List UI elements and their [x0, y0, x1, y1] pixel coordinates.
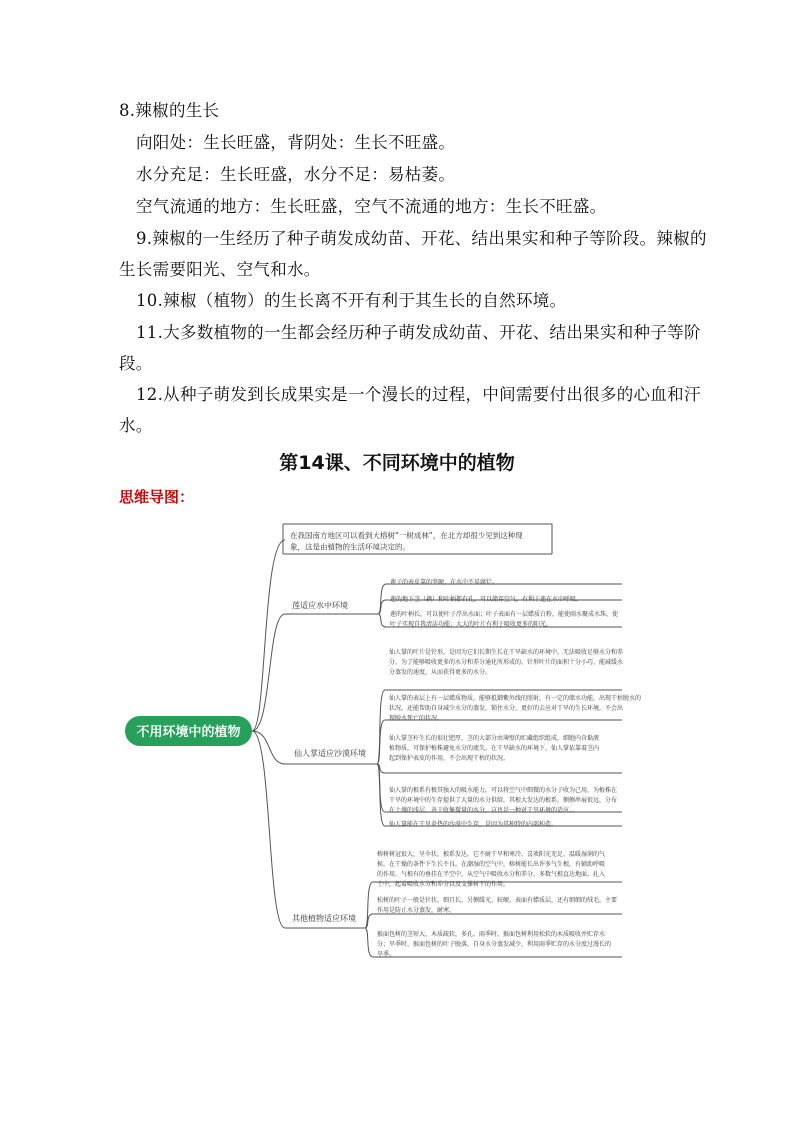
- mindmap-note-text: 仙人掌的叶片是针形，是因为它们长期生长在干旱缺水的环境中，无法吸收足够水分和养: [389, 649, 624, 656]
- mindmap-note-text: 叶子实现自我清洁功能；大大的叶片有利于吸收更多的阳光。: [390, 621, 553, 628]
- mindmap-note-text: 起到保护表皮的作用，不会出现干枯的状况。: [389, 755, 510, 762]
- text-line-7: 11.大多数植物的一生都会经历种子萌发成幼苗、开花、结出果实和种子等阶: [136, 323, 701, 342]
- mindmap-note-text: 旱季。: [377, 951, 396, 958]
- mindmap-note-text: 干旱的环境中的生存提供了大量的水分供给，其根大发达的根系，侧侧串展很远，分布: [389, 797, 618, 804]
- mindmap-branch-label: 仙人掌适应沙漠环境: [294, 749, 366, 758]
- mindmap-note-text: 仙人掌茎秆生长的很壮肥厚，茎的大部分由薄壁的贮藏组织组成，细胞内含黏液: [389, 735, 600, 742]
- mindmap-branch-label: 其他植物适应环境: [292, 914, 356, 923]
- mindmap-root-label: 不用环境中的植物: [136, 725, 241, 740]
- text-line-0: 8.辣椒的生长: [119, 101, 220, 120]
- text-line-6: 10.辣椒（植物）的生长离不开有利于其生长的自然环境。: [136, 291, 567, 310]
- mindmap-note-text: 猴面包树的茎短大，木质疏软，多孔。雨季时，猴面包树利用松软的木质吸收并贮存水: [377, 931, 606, 938]
- mindmap-note-text: 在土壤的浅层，善于收集微量的水分，这也是一种对干旱环境的适应。。: [389, 807, 579, 814]
- mindmap-note-text: 仙人掌的表层上有一层蜡质物质，能够抵御紫外线的照射，有一定的储水功能，出现干枯脱水的: [389, 695, 642, 702]
- mindmap-note-text: 榕树树冠很大，呈伞状，根系发达。它不耐干旱和寒冷，喜欢阳光充足、温暖湿润的气: [377, 851, 606, 858]
- mindmap-note-text: 分，为了能够吸收更多的水分和养分通化所形成的。针形叶片的面积十分小巧，能减缓水: [389, 659, 624, 666]
- mindmap-intro-text: 象，这是由植物的生活环境决定的。: [290, 542, 410, 552]
- mindmap-note-text: 分蒸发的速度，从而获得更多的水分。: [389, 669, 492, 676]
- text-line-10: 水。: [119, 416, 153, 435]
- mindmap-note-text: 现脱水死亡的状况。: [389, 715, 444, 722]
- mindmap-note-text: 莲的地下茎（藕）和叶柄都有孔，可以储存空气，有利于莲在水中呼吸。: [390, 596, 583, 603]
- text-line-3: 空气流通的地方：生长旺盛，空气不流通的地方：生长不旺盛。: [136, 197, 607, 216]
- mindmap-note-text: 土中，起着吸收水分和养分以及支撑树干的作用。: [377, 881, 510, 888]
- mindmap-note-text: 仙人掌能在干旱炎热的沙漠中生存，是因为其独特的内部构造。: [389, 821, 558, 828]
- mindmap-heading: 思维导图：: [119, 488, 195, 506]
- lesson-title: 第14课、不同环境中的植物: [279, 452, 515, 474]
- text-line-1: 向阳处：生长旺盛，背阴处：生长不旺盛。: [136, 133, 456, 152]
- mindmap-note-text: 仙人掌的根系有极其强大的吸水能力，可以将空气中细微的水分子收为己用，为植株在: [389, 787, 618, 794]
- mindmap-note-text: 作用是防止水分蒸发，耐寒。: [377, 907, 456, 914]
- mindmap-note-text: 的作用。气根有的垂挂在半空中，从空气中吸收水分和养分。多数气根直达地面，扎入: [377, 871, 606, 878]
- mindmap-note-text: 植物质，可保护植株避免水分的流失。在干旱缺水的环境下，仙人掌依靠着茎内: [389, 745, 600, 752]
- mindmap-intro-text: 在我国南方地区可以看到大榕树“一树成林”，在北方却很少见到这种现: [290, 531, 523, 540]
- mindmap-note-text: 候，在干燥的条件下生长不良。在潮湿的空气中，榕树能长出许多气生根，有辅助呼吸: [377, 861, 606, 868]
- mindmap-branch-label: 莲适应水中环境: [292, 601, 348, 610]
- text-line-5: 生长需要阳光、空气和水。: [119, 260, 321, 279]
- text-line-4: 9.辣椒的一生经历了种子萌发成幼苗、开花、结出果实和种子等阶段。辣椒的: [136, 229, 707, 248]
- mindmap-note-text: 分；旱季时，猴面包树的叶子脱落，自身水分蒸发减少，利用雨季贮存的水分度过漫长的: [377, 941, 612, 948]
- text-line-8: 段。: [119, 354, 153, 373]
- mindmap-note-text: 状况。还能帮助自身减少水分的蒸发，锁住水分，更好的去应对干旱的生长环境，不会出: [389, 705, 624, 712]
- mindmap-note-text: 莲的叶柄长，可以使叶子浮出水面；叶子表面有一层蜡质白粉，能使雨水聚成水珠，使: [390, 611, 619, 618]
- mindmap-note-text: 松树的叶子一般是针状，细且长，另侧缓光、较硬，表面有蜡质层，还有细细的绒毛，主要: [377, 897, 618, 904]
- text-line-9: 12.从种子萌发到长成果实是一个漫长的过程，中间需要付出很多的心血和汗: [136, 385, 701, 404]
- mindmap-note-text: 莲子的表皮靠的坚硬，在水中不易腐烂。: [390, 579, 499, 586]
- text-line-2: 水分充足：生长旺盛，水分不足：易枯萎。: [136, 165, 456, 184]
